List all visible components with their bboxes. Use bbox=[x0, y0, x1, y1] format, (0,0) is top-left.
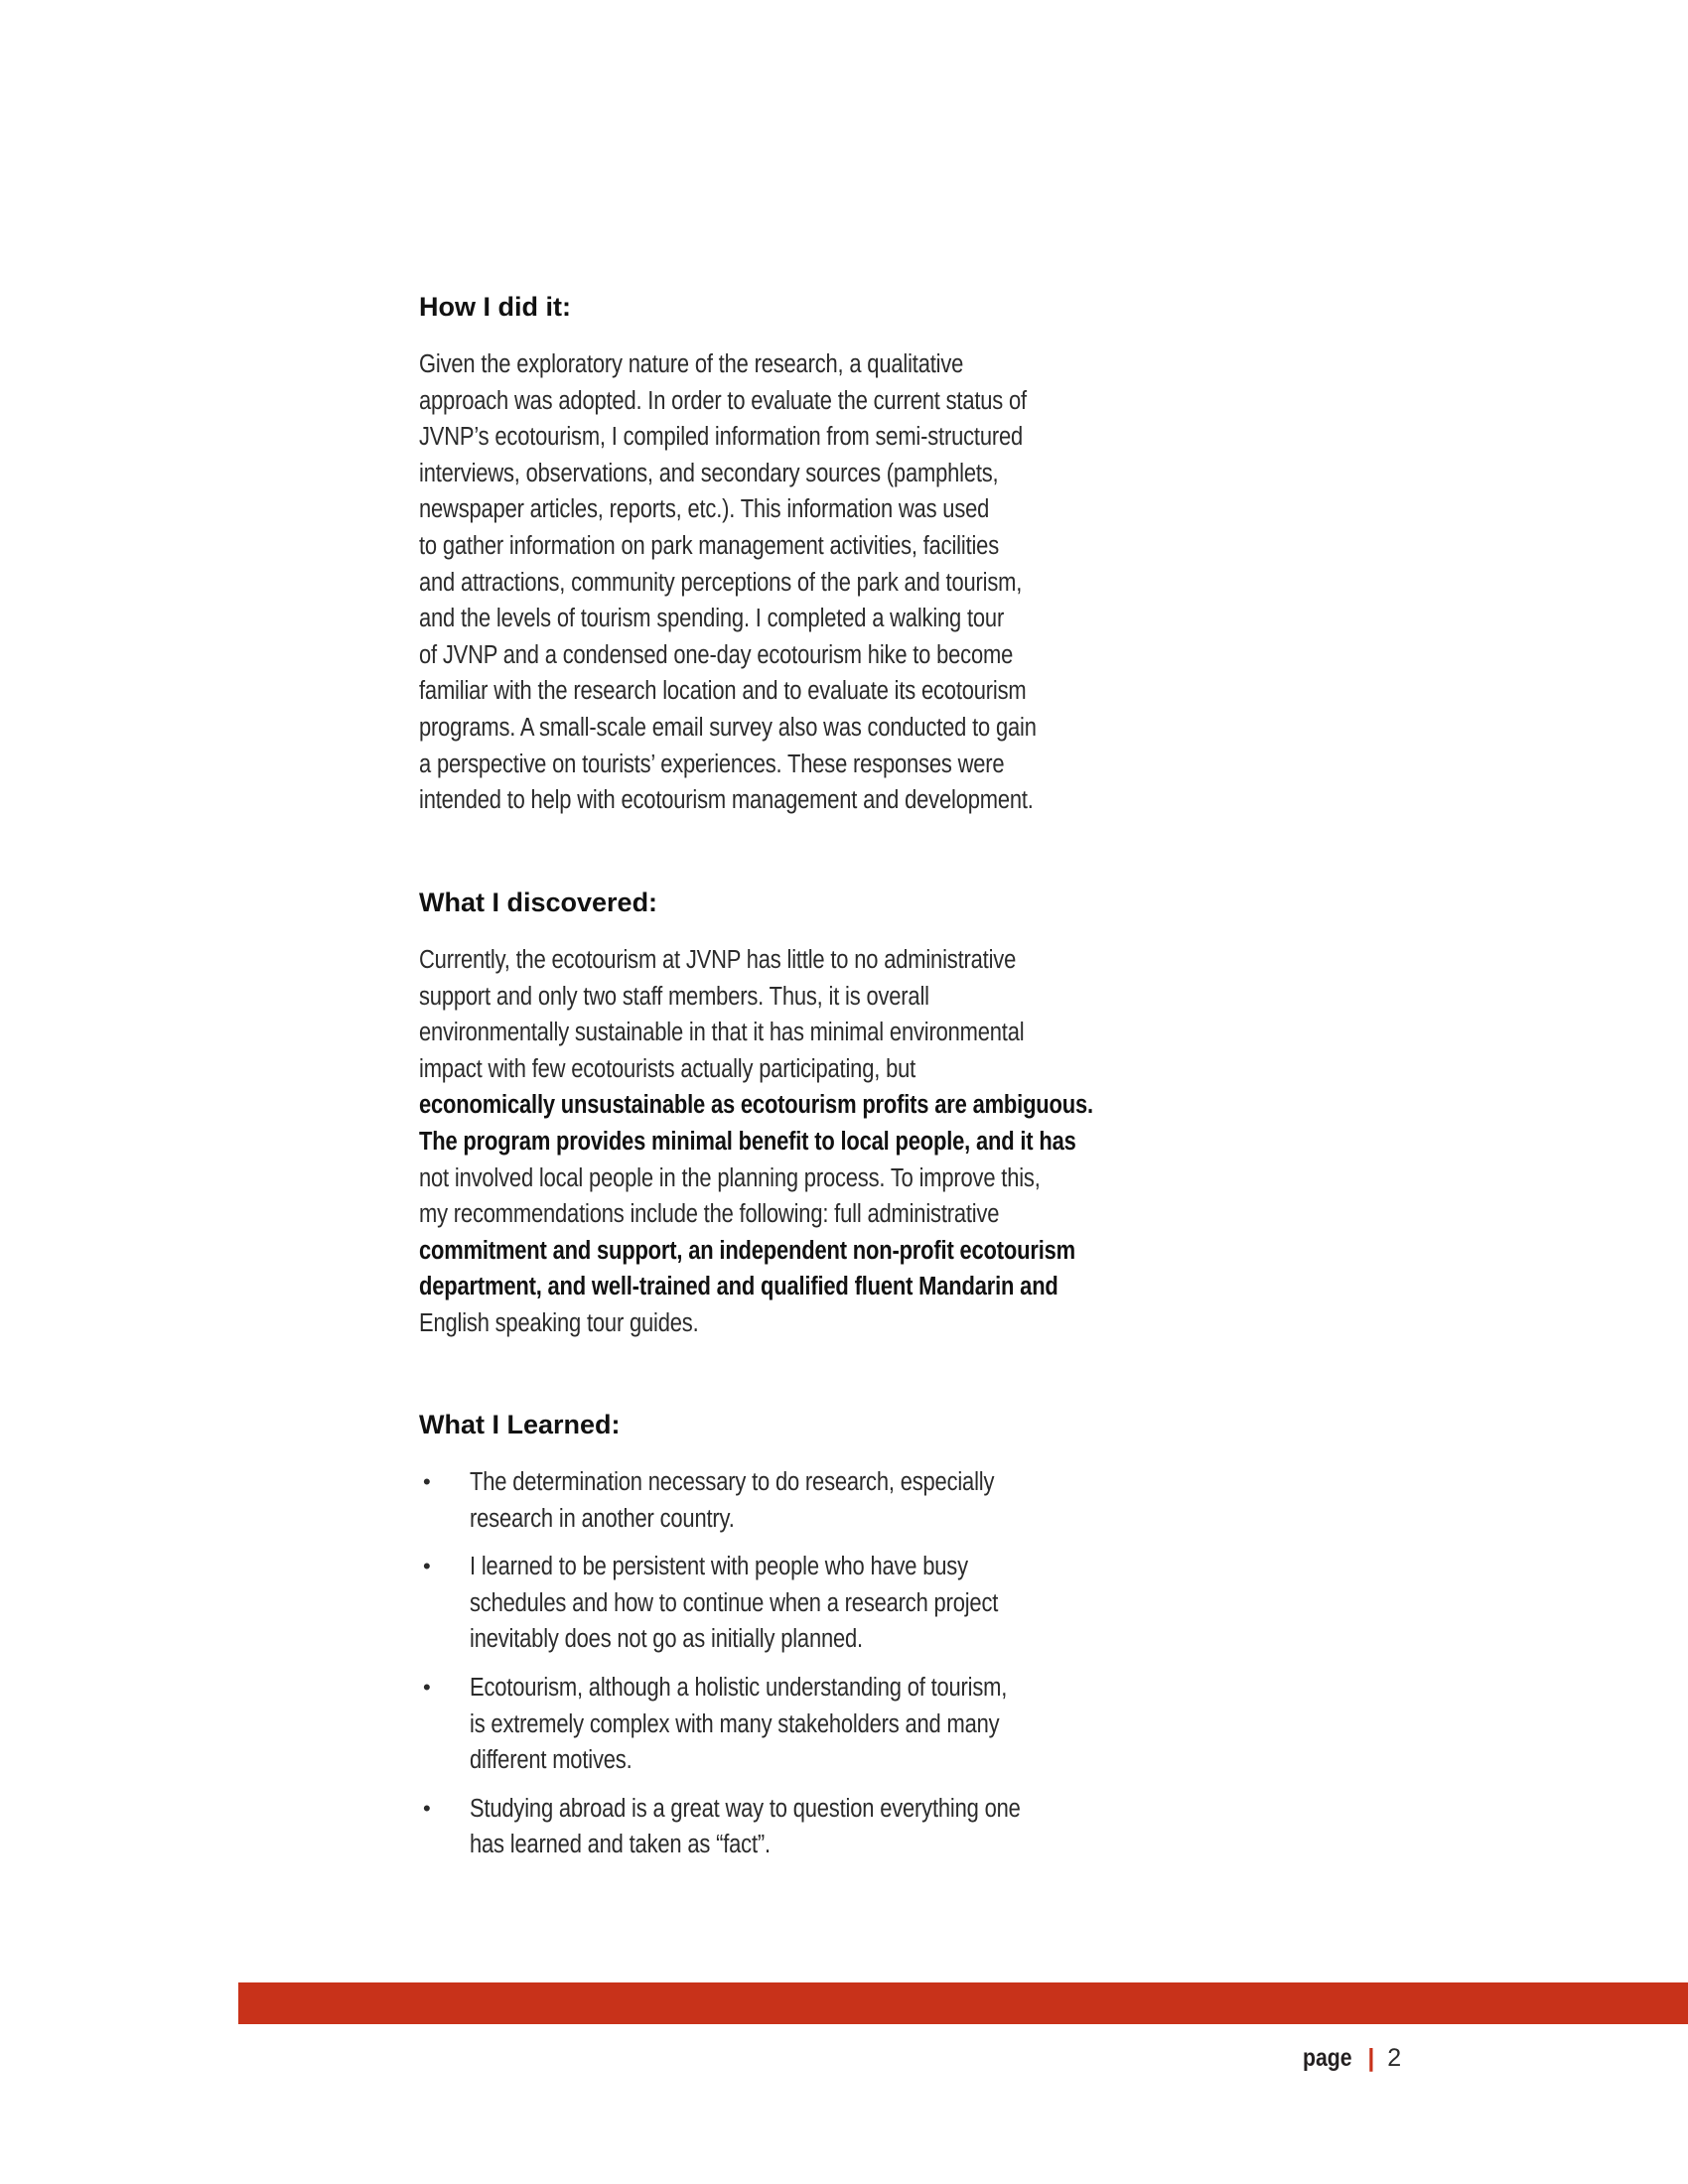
text-line: The determination necessary to do research, especially bbox=[470, 1468, 995, 1496]
text-line: and attractions, community perceptions of the park and tourism, bbox=[419, 568, 1023, 597]
bullet-icon: • bbox=[423, 1674, 431, 1700]
text-line-emphasis: The program provides minimal benefit to local people, and it has bbox=[419, 1127, 1076, 1156]
text-line: my recommendations include the following: full administrative bbox=[419, 1200, 1000, 1229]
text-line: is extremely complex with many stakeholders and many bbox=[470, 1709, 1000, 1738]
text-line: familiar with the research location and to evaluate its ecotourism bbox=[419, 677, 1027, 706]
page-separator: | bbox=[1367, 2044, 1375, 2072]
paragraph-what-i-discovered bbox=[419, 942, 1134, 1342]
text-line: Currently, the ecotourism at JVNP has little to no administrative bbox=[419, 946, 1017, 974]
text-line: and the levels of tourism spending. I completed a walking tour bbox=[419, 605, 1005, 633]
page-number bbox=[1303, 2043, 1401, 2073]
text-line: has learned and taken as “fact”. bbox=[470, 1831, 771, 1859]
text-line: Ecotourism, although a holistic understanding of tourism, bbox=[470, 1673, 1008, 1702]
list-item bbox=[419, 1791, 1134, 1863]
list-item bbox=[419, 1464, 1134, 1537]
heading-how-i-did-it: How I did it: bbox=[419, 292, 571, 322]
text-line-emphasis: economically unsustainable as ecotourism profits are ambiguous. bbox=[419, 1091, 1093, 1120]
text-line: newspaper articles, reports, etc.). This information was used bbox=[419, 495, 990, 524]
text-line: to gather information on park management activities, facilities bbox=[419, 531, 1000, 560]
text-line: environmentally sustainable in that it has minimal environmental bbox=[419, 1019, 1025, 1047]
text-line-emphasis: commitment and support, an independent non-profit ecotourism bbox=[419, 1236, 1075, 1265]
footer-accent-bar bbox=[238, 1982, 1688, 2024]
text-line: not involved local people in the planning process. To improve this, bbox=[419, 1163, 1041, 1192]
text-line-emphasis: department, and well-trained and qualified fluent Mandarin and bbox=[419, 1273, 1058, 1301]
text-line: impact with few ecotourists actually participating, but bbox=[419, 1054, 916, 1083]
text-line: I learned to be persistent with people who have busy bbox=[470, 1553, 968, 1581]
text-line: different motives. bbox=[470, 1746, 633, 1775]
text-line: programs. A small-scale email survey also was conducted to gain bbox=[419, 713, 1037, 742]
page-number-value: 2 bbox=[1387, 2044, 1402, 2072]
text-line: of JVNP and a condensed one-day ecotourism hike to become bbox=[419, 640, 1014, 669]
text-line: approach was adopted. In order to evaluate the current status of bbox=[419, 386, 1027, 415]
heading-what-i-discovered: What I discovered: bbox=[419, 887, 658, 917]
list-item bbox=[419, 1670, 1134, 1779]
section-how-i-did-it bbox=[419, 291, 1134, 819]
list-what-i-learned bbox=[419, 1464, 1134, 1863]
bullet-icon: • bbox=[423, 1795, 431, 1821]
section-what-i-learned bbox=[419, 1409, 1134, 1875]
page-label: page bbox=[1303, 2044, 1352, 2072]
text-line: research in another country. bbox=[470, 1504, 735, 1533]
text-line: Given the exploratory nature of the research, a qualitative bbox=[419, 350, 964, 378]
bullet-icon: • bbox=[423, 1469, 431, 1494]
paragraph-how-i-did-it bbox=[419, 346, 1134, 819]
text-line: a perspective on tourists’ experiences. These responses were bbox=[419, 750, 1005, 778]
heading-what-i-learned: What I Learned: bbox=[419, 1410, 621, 1439]
text-line: JVNP’s ecotourism, I compiled information from semi-structured bbox=[419, 423, 1024, 452]
text-line: Studying abroad is a great way to question everything one bbox=[470, 1794, 1021, 1823]
text-line: inevitably does not go as initially planned. bbox=[470, 1625, 863, 1654]
text-line: schedules and how to continue when a research project bbox=[470, 1588, 999, 1617]
section-what-i-discovered bbox=[419, 887, 1134, 1342]
text-line: interviews, observations, and secondary sources (pamphlets, bbox=[419, 459, 999, 487]
text-line: support and only two staff members. Thus, it is overall bbox=[419, 982, 929, 1011]
bullet-icon: • bbox=[423, 1554, 431, 1579]
bullet-list bbox=[419, 1464, 1134, 1863]
text-line: English speaking tour guides. bbox=[419, 1308, 699, 1337]
list-item bbox=[419, 1549, 1134, 1658]
text-line: intended to help with ecotourism management and development. bbox=[419, 786, 1034, 815]
